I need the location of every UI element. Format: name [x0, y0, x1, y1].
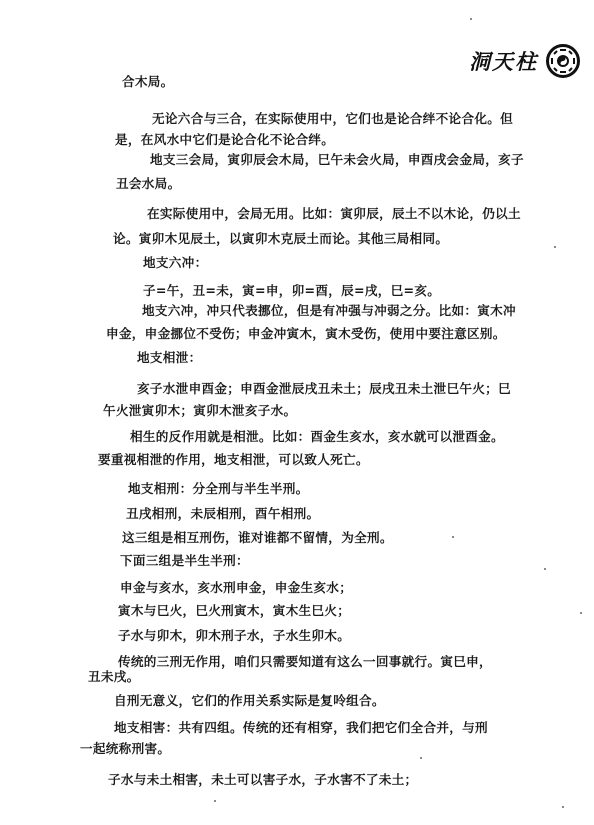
text-line: 申金与亥水，亥水刑申金，申金生亥水； [120, 580, 353, 595]
text-line: 亥子水泄申酉金；申酉金泄辰戌丑未土；辰戌丑未土泄巳午火；巳 [137, 381, 511, 396]
page-header [469, 44, 580, 78]
text-line: 要重视相泄的作用，地支相泄，可以致人死亡。 [98, 452, 369, 467]
scan-speck [470, 18, 472, 20]
scan-speck [580, 612, 582, 614]
text-line: 寅木与巳火，巳火刑寅木，寅木生巳火； [118, 603, 351, 618]
text-line: 地支三会局，寅卯辰会木局，巳午未会火局，申酉戌会金局，亥子 [150, 152, 524, 167]
scan-speck [544, 568, 546, 570]
text-line: 丑未戌。 [88, 669, 140, 684]
text-line: 下面三组是半生半刑： [120, 553, 249, 568]
text-line: 传统的三刑无作用，咱们只需要知道有这么一回事就行。寅巳申， [118, 654, 492, 669]
book-title: 洞天柱 [469, 49, 538, 74]
text-line: 这三组是相互刑伤，谁对谁都不留情，为全刑。 [122, 530, 393, 545]
scan-speck [214, 800, 216, 802]
bagua-seal-icon [546, 44, 580, 78]
text-line: 子水与卯木，卯木刑子水，子水生卯木。 [118, 628, 351, 643]
scan-speck [420, 757, 422, 759]
text-line: 在实际使用中，会局无用。比如：寅卯辰，辰土不以木论，仍以土 [147, 206, 521, 221]
text-line: 是，在风水中它们是论合化不论合绊。 [115, 132, 335, 147]
text-line: 一起统称刑害。 [80, 741, 171, 756]
text-line: 子水与未土相害，未土可以害子水，子水害不了未土； [108, 772, 418, 787]
text-line: 地支六冲： [143, 255, 208, 270]
scan-speck [562, 806, 564, 808]
scan-speck [452, 536, 454, 538]
text-line: 丑会水局。 [116, 176, 181, 191]
text-line: 自刑无意义，它们的作用关系实际是复呤组合。 [114, 693, 385, 708]
text-line: 论。寅卯木见辰土，以寅卯木克辰土而论。其他三局相同。 [113, 231, 449, 246]
text-line: 合木局。 [122, 74, 174, 89]
text-line: 地支六冲，冲只代表挪位，但是有冲强与冲弱之分。比如：寅木冲 [142, 303, 516, 318]
text-line: 相生的反作用就是相泄。比如：酉金生亥水，亥水就可以泄酉金。 [130, 429, 504, 444]
text-line: 丑戌相刑，未辰相刑，酉午相刑。 [126, 506, 320, 521]
text-line: 地支相害：共有四组。传统的还有相穿，我们把它们全合并，与刑 [114, 720, 488, 735]
text-line: 申金，申金挪位不受伤；申金冲寅木，寅木受伤，使用中要注意区别。 [106, 326, 506, 341]
scan-speck [554, 246, 556, 248]
text-line: 地支相泄： [137, 350, 202, 365]
text-line: 地支相刑：分全刑与半生半刑。 [128, 481, 309, 496]
text-line: 午火泄寅卯木；寅卯木泄亥子水。 [103, 403, 297, 418]
text-line: 无论六合与三合，在实际使用中，它们也是论合绊不论合化。但 [152, 111, 514, 126]
text-line: 子=午，丑=未，寅=申，卯=酉，辰=戌，巳=亥。 [143, 283, 441, 298]
